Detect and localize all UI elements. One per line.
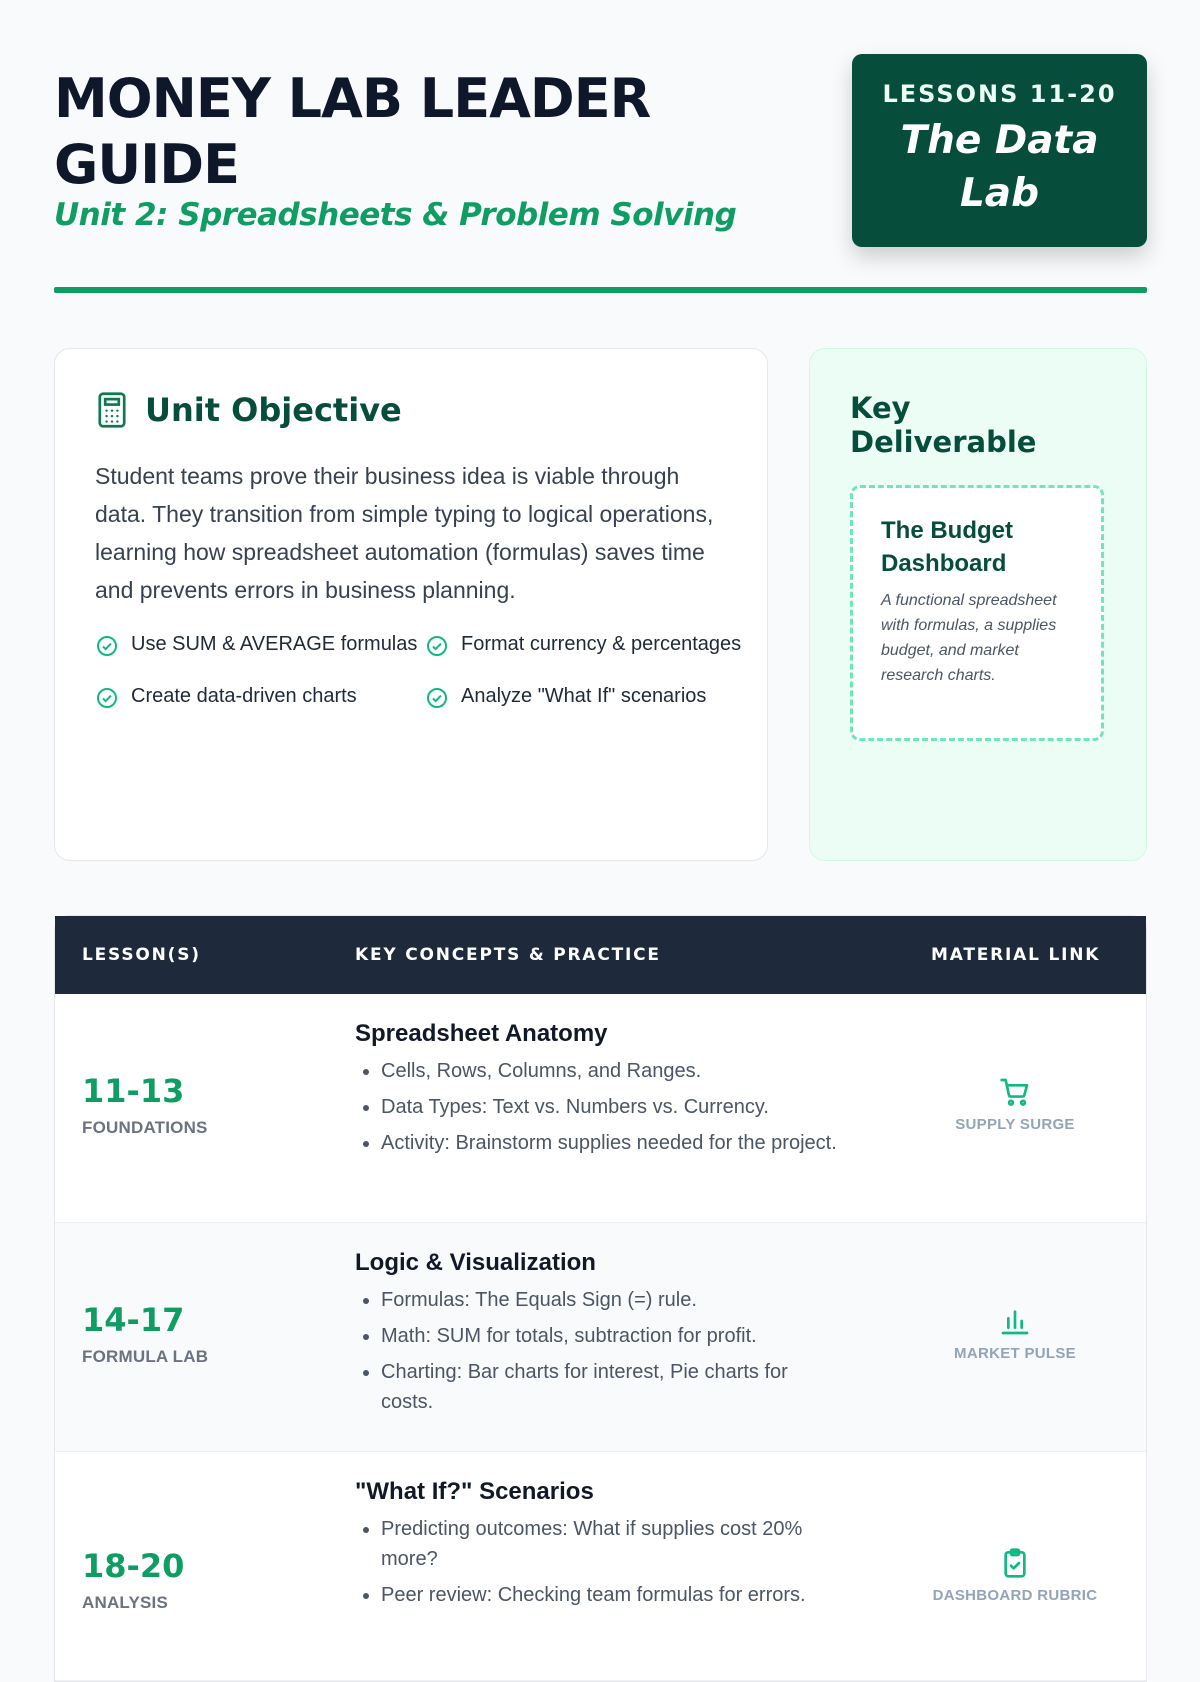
clipboard-check-icon (999, 1547, 1031, 1579)
bar-chart-icon (999, 1305, 1031, 1337)
checklist-item (425, 681, 755, 711)
unit-objective-card (54, 348, 768, 861)
table-row (55, 1452, 1146, 1681)
column-header-concepts: KEY CONCEPTS & PRACTICE (355, 945, 661, 965)
list-item: • Predicting outcomes: What if supplies cost 20% more? (381, 1514, 845, 1574)
lesson-number: 11-13 (82, 1072, 185, 1110)
concept-cell (355, 1249, 845, 1423)
page-header (54, 54, 1147, 294)
concept-title: Spreadsheet Anatomy (355, 1020, 608, 1047)
leader-guide-page (54, 54, 1147, 1612)
lesson-number: 18-20 (82, 1547, 185, 1585)
shopping-cart-icon (999, 1076, 1031, 1108)
list-item: • Math: SUM for totals, subtraction for profit. (381, 1321, 845, 1351)
calculator-icon (95, 391, 129, 429)
checklist-item-label: Analyze "What If" scenarios (461, 685, 707, 707)
header-divider (54, 287, 1147, 293)
checklist-item-label: Create data-driven charts (131, 685, 357, 707)
list-item: • Peer review: Checking team formulas for errors. (381, 1580, 845, 1610)
checklist-item-label: Format currency & percentages (461, 633, 742, 655)
deliverable-title: Key Deliverable (850, 391, 1037, 459)
deliverable-detail (850, 485, 1104, 741)
deliverable-description: A functional spreadsheet with formulas, a supplies budget, and market research charts. (881, 592, 1057, 684)
material-link-supply-surge[interactable] (905, 1076, 1125, 1133)
lessons-badge (852, 54, 1147, 247)
material-link-market-pulse[interactable] (905, 1305, 1125, 1362)
table-row (55, 1223, 1146, 1452)
check-circle-icon (425, 634, 449, 658)
list-item: • Activity: Brainstorm supplies needed for the project. (381, 1128, 845, 1158)
key-deliverable-card (809, 348, 1147, 861)
check-circle-icon (95, 634, 119, 658)
deliverable-name: The Budget Dashboard (881, 517, 1013, 577)
checklist-item (95, 629, 425, 659)
overview-section (54, 348, 1147, 861)
concept-title: "What If?" Scenarios (355, 1478, 594, 1505)
lesson-number: 14-17 (82, 1301, 185, 1339)
page-title: MONEY LAB LEADER GUIDE (54, 67, 651, 196)
list-item: • Data Types: Text vs. Numbers vs. Currency. (381, 1092, 845, 1122)
lesson-label: FOUNDATIONS (82, 1118, 208, 1137)
material-link-label: MARKET PULSE (954, 1345, 1076, 1362)
lesson-label: FORMULA LAB (82, 1347, 209, 1366)
concept-bullets (355, 1285, 845, 1417)
objective-heading (95, 391, 727, 429)
table-row (55, 994, 1146, 1223)
material-link-dashboard-rubric[interactable] (905, 1547, 1125, 1604)
lessons-name: The Data Lab (900, 118, 1099, 216)
concept-cell (355, 1020, 845, 1164)
list-item: • Charting: Bar charts for interest, Pie charts for costs. (381, 1357, 845, 1417)
concept-bullets (355, 1514, 845, 1610)
list-item: • Formulas: The Equals Sign (=) rule. (381, 1285, 845, 1315)
checklist-item-label: Use SUM & AVERAGE formulas (131, 633, 418, 655)
concept-title: Logic & Visualization (355, 1249, 596, 1276)
column-header-lessons: LESSON(S) (82, 945, 201, 965)
page-subtitle: Unit 2: Spreadsheets & Problem Solving (54, 197, 737, 233)
lesson-label: ANALYSIS (82, 1593, 168, 1612)
checklist-item (95, 681, 425, 711)
objective-text: Student teams prove their business idea is viable through data. They transition from simple typing to logical operations, learning how spreadsheet automation (formulas) saves time and prevents errors in business planning. (95, 463, 714, 603)
concept-bullets (355, 1056, 845, 1158)
column-header-material-link: MATERIAL LINK (931, 945, 1101, 965)
table-header (55, 916, 1146, 994)
checklist-item (425, 629, 755, 659)
material-link-label: DASHBOARD RUBRIC (932, 1587, 1098, 1604)
concept-cell (355, 1478, 845, 1616)
objective-checklist (95, 629, 742, 711)
check-circle-icon (425, 686, 449, 710)
check-circle-icon (95, 686, 119, 710)
lesson-table (54, 915, 1147, 1682)
list-item: • Cells, Rows, Columns, and Ranges. (381, 1056, 845, 1086)
lessons-range: LESSONS 11-20 (882, 80, 1117, 108)
objective-title: Unit Objective (145, 391, 402, 429)
material-link-label: SUPPLY SURGE (955, 1116, 1075, 1133)
